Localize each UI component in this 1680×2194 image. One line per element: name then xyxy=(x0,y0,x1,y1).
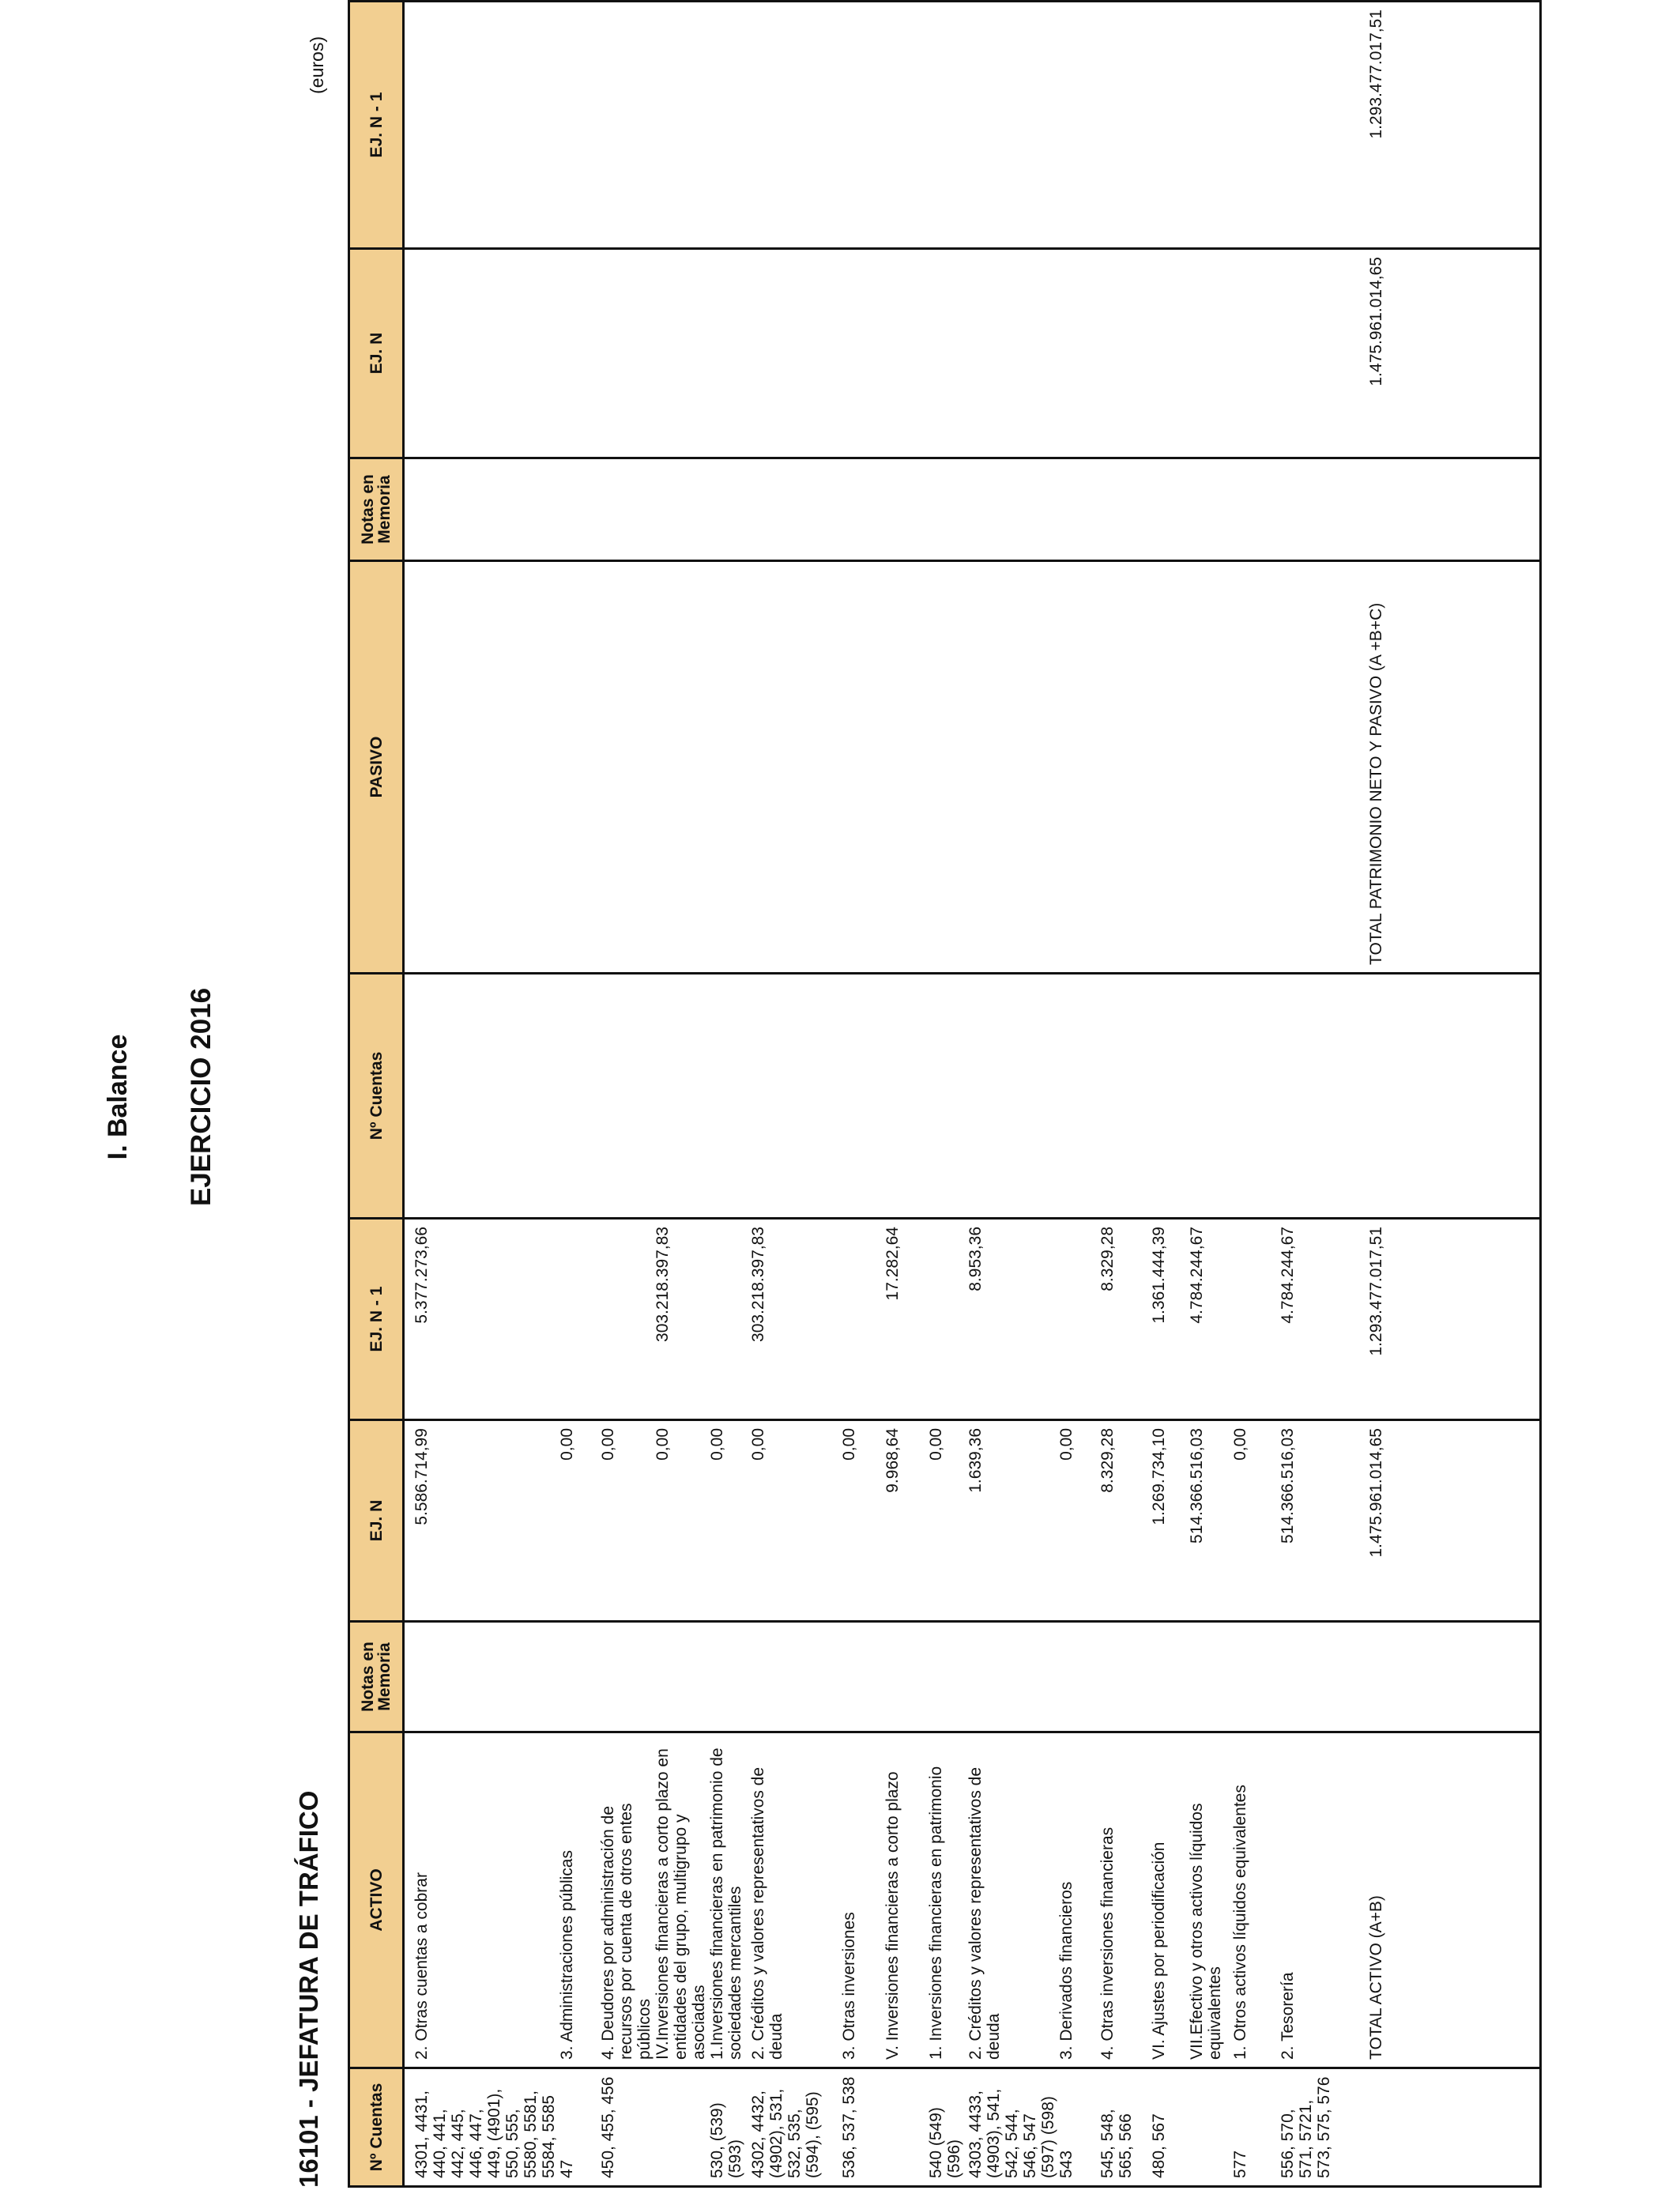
ej-n1-value xyxy=(708,1219,749,1420)
ej-n-value: 0,00 xyxy=(1057,1420,1098,1622)
notes-cell xyxy=(1057,1622,1098,1732)
pasivo-notes-cell xyxy=(1365,458,1541,561)
notes-cell xyxy=(749,1622,840,1732)
ej-n-value: 1.639,36 xyxy=(966,1420,1057,1622)
ej-n1-value: 17.282,64 xyxy=(883,1219,927,1420)
activo-item: 3. Derivados financieros xyxy=(1057,1732,1098,2068)
total-pasivo-ejn: 1.475.961.014,65 xyxy=(1365,249,1541,458)
ej-n-value: 0,00 xyxy=(927,1420,966,1622)
activo-item: VI. Ajustes por periodificación xyxy=(1150,1732,1188,2068)
activo-item: 2. Tesorería xyxy=(1279,1732,1365,2068)
notes-cell xyxy=(599,1622,654,1732)
entity-title: 16101 - JEFATURA DE TRÁFICO xyxy=(294,1790,323,2188)
ej-n-value: 0,00 xyxy=(840,1420,883,1622)
account-numbers: 556, 570, 571, 5721, 573, 575, 576 xyxy=(1279,2068,1365,2187)
pasivo-notes-cell xyxy=(404,458,1366,561)
account-numbers: 4302, 4432, (4902), 531, 532, 535, (594), (595) xyxy=(749,2068,840,2187)
ej-n-value: 1.269.734,10 xyxy=(1150,1420,1188,1622)
ej-n1-value: 8.953,36 xyxy=(966,1219,1057,1420)
table-header xyxy=(349,2,404,2187)
ej-n1-value: 8.329,28 xyxy=(1098,1219,1150,1420)
account-numbers: 4301, 4431, 440, 441, 442, 445, 446, 447, 449, (4901), 550, 555, 5580, 5581, 5584, 5585 xyxy=(404,2068,559,2187)
activo-item: 1. Inversiones financieras en patrimonio xyxy=(927,1732,966,2068)
account-numbers: 577 xyxy=(1231,2068,1279,2187)
page-subtitle: EJERCICIO 2016 xyxy=(186,987,217,1207)
account-numbers xyxy=(1365,2068,1541,2187)
totals-row xyxy=(1365,2,1541,2187)
ej-n1-value: 303.218.397,83 xyxy=(749,1219,840,1420)
ej-n1-value: 4.784.244,67 xyxy=(1188,1219,1231,1420)
ej-n1-value xyxy=(558,1219,599,1420)
ej-n-value: 514.366.516,03 xyxy=(1279,1420,1365,1622)
account-numbers xyxy=(654,2068,708,2187)
pasivo-cuentas-cell xyxy=(1365,974,1541,1219)
activo-item: 2. Créditos y valores representativos de deuda xyxy=(749,1732,840,2068)
total-activo-ejn: 1.475.961.014,65 xyxy=(1365,1420,1541,1622)
account-numbers xyxy=(1188,2068,1231,2187)
ej-n-value: 0,00 xyxy=(599,1420,654,1622)
notes-cell xyxy=(1365,1622,1541,1732)
ej-n-value: 0,00 xyxy=(1231,1420,1279,1622)
account-numbers: 536, 537, 538 xyxy=(840,2068,883,2187)
balance-table-wrapper xyxy=(348,2,1542,2188)
ej-n-value: 5.586.714,99 xyxy=(404,1420,559,1622)
ej-n-value: 0,00 xyxy=(654,1420,708,1622)
activo-item: 1.Inversiones financieras en patrimonio de sociedades mercantiles xyxy=(708,1732,749,2068)
ej-n1-value: 4.784.244,67 xyxy=(1279,1219,1365,1420)
account-numbers: 543 xyxy=(1057,2068,1098,2187)
pasivo-ejn-cell xyxy=(404,249,1366,458)
pasivo-cell xyxy=(404,561,1366,974)
units-label: (euros) xyxy=(307,36,327,94)
account-numbers: 540 (549) (596) xyxy=(927,2068,966,2187)
activo-item: 2. Otras cuentas a cobrar xyxy=(404,1732,559,2068)
activo-item: 4. Otras inversiones financieras xyxy=(1098,1732,1150,2068)
notes-cell xyxy=(927,1622,966,1732)
notes-cell xyxy=(840,1622,883,1732)
ej-n-value: 0,00 xyxy=(558,1420,599,1622)
ej-n1-value: 5.377.273,66 xyxy=(404,1219,559,1420)
total-activo-ejn1: 1.293.477.017,51 xyxy=(1365,1219,1541,1420)
ej-n-value: 9.968,64 xyxy=(883,1420,927,1622)
table-row xyxy=(404,2,559,2187)
account-numbers: 450, 455, 456 xyxy=(599,2068,654,2187)
activo-item: 3. Otras inversiones xyxy=(840,1732,883,2068)
col-header-pasivo-notas: Notas en Memoria xyxy=(349,458,404,561)
notes-cell xyxy=(1279,1622,1365,1732)
total-activo-label: TOTAL ACTIVO (A+B) xyxy=(1365,1732,1541,2068)
notes-cell xyxy=(1231,1622,1279,1732)
notes-cell xyxy=(1098,1622,1150,1732)
col-header-activo-cuentas: Nº Cuentas xyxy=(349,2068,404,2187)
activo-item: IV.Inversiones financieras a corto plazo en entidades del grupo, multigrupo y asociadas xyxy=(654,1732,708,2068)
col-header-activo-notas: Notas en Memoria xyxy=(349,1622,404,1732)
total-pasivo-ejn1: 1.293.477.017,51 xyxy=(1365,2,1541,249)
activo-item: 2. Créditos y valores representativos de deuda xyxy=(966,1732,1057,2068)
col-header-activo-ejn1: EJ. N - 1 xyxy=(349,1219,404,1420)
ej-n1-value xyxy=(1231,1219,1279,1420)
ej-n1-value xyxy=(927,1219,966,1420)
ej-n1-value xyxy=(1057,1219,1098,1420)
activo-item: 1. Otros activos líquidos equivalentes xyxy=(1231,1732,1279,2068)
notes-cell xyxy=(1150,1622,1188,1732)
account-numbers: 4303, 4433, (4903), 541, 542, 544, 546, 547 (597) (598) xyxy=(966,2068,1057,2187)
notes-cell xyxy=(883,1622,927,1732)
table-body xyxy=(404,2,1541,2187)
account-numbers: 480, 567 xyxy=(1150,2068,1188,2187)
account-numbers: 530, (539) (593) xyxy=(708,2068,749,2187)
total-pasivo-label: TOTAL PATRIMONIO NETO Y PASIVO (A +B+C) xyxy=(1365,561,1541,974)
activo-item: VII.Efectivo y otros activos líquidos equivalentes xyxy=(1188,1732,1231,2068)
ej-n-value: 514.366.516,03 xyxy=(1188,1420,1231,1622)
ej-n1-value xyxy=(599,1219,654,1420)
ej-n1-value xyxy=(840,1219,883,1420)
page-title: I. Balance xyxy=(103,1034,133,1160)
col-header-pasivo-ejn1: EJ. N - 1 xyxy=(349,2,404,249)
ej-n1-value: 303.218.397,83 xyxy=(654,1219,708,1420)
notes-cell xyxy=(1188,1622,1231,1732)
col-header-pasivo-cuentas: Nº Cuentas xyxy=(349,974,404,1219)
notes-cell xyxy=(404,1622,559,1732)
ej-n-value: 0,00 xyxy=(708,1420,749,1622)
account-numbers: 47 xyxy=(558,2068,599,2187)
col-header-pasivo: PASIVO xyxy=(349,561,404,974)
notes-cell xyxy=(966,1622,1057,1732)
balance-table xyxy=(348,0,1542,2188)
notes-cell xyxy=(708,1622,749,1732)
activo-item: 4. Deudores por administración de recursos por cuenta de otros entes públicos xyxy=(599,1732,654,2068)
pasivo-ejn1-cell xyxy=(404,2,1366,249)
col-header-activo-ejn: EJ. N xyxy=(349,1420,404,1622)
notes-cell xyxy=(558,1622,599,1732)
activo-item: 3. Administraciones públicas xyxy=(558,1732,599,2068)
ej-n-value: 0,00 xyxy=(749,1420,840,1622)
ej-n-value: 8.329,28 xyxy=(1098,1420,1150,1622)
account-numbers xyxy=(883,2068,927,2187)
ej-n1-value: 1.361.444,39 xyxy=(1150,1219,1188,1420)
pasivo-cuentas-cell xyxy=(404,974,1366,1219)
activo-item: V. Inversiones financieras a corto plazo xyxy=(883,1732,927,2068)
col-header-pasivo-ejn: EJ. N xyxy=(349,249,404,458)
col-header-activo: ACTIVO xyxy=(349,1732,404,2068)
notes-cell xyxy=(654,1622,708,1732)
account-numbers: 545, 548, 565, 566 xyxy=(1098,2068,1150,2187)
